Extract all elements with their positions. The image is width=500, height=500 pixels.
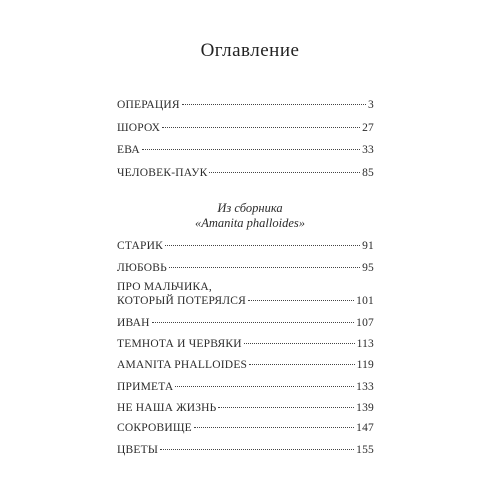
toc-entry xyxy=(117,358,374,372)
toc-entry xyxy=(117,337,374,351)
toc-entry-title: ОПЕРАЦИЯ xyxy=(117,99,180,111)
toc-entry-title: СОКРОВИЩЕ xyxy=(117,422,192,434)
dot-leader xyxy=(175,386,354,387)
toc-entry xyxy=(117,421,374,435)
section-heading-line1: Из сборника xyxy=(217,201,283,215)
toc-entry xyxy=(117,380,374,394)
toc-entry-page: 147 xyxy=(356,422,374,434)
dot-leader xyxy=(248,300,354,301)
toc-entry-title: ЛЮБОВЬ xyxy=(117,262,167,274)
toc-entry-page: 119 xyxy=(356,359,374,371)
section-heading-line2: «Amanita phalloides» xyxy=(194,216,306,230)
toc-entry-title: ЕВА xyxy=(117,144,140,156)
toc-page xyxy=(100,0,400,500)
toc-entry xyxy=(117,143,374,157)
toc-entry-page: 3 xyxy=(368,99,374,111)
dot-leader xyxy=(218,407,354,408)
dot-leader xyxy=(160,449,354,450)
toc-entry-title: НЕ НАША ЖИЗНЬ xyxy=(117,402,217,414)
toc-entry xyxy=(117,98,374,112)
dot-leader xyxy=(169,267,360,268)
toc-entry xyxy=(117,401,374,415)
toc-entry-title: ЦВЕТЫ xyxy=(117,444,159,456)
toc-entry xyxy=(117,166,374,180)
dot-leader xyxy=(182,104,366,105)
toc-entry-page: 91 xyxy=(362,240,374,252)
toc-entry-page: 33 xyxy=(362,144,374,156)
toc-entry xyxy=(117,239,374,253)
dot-leader xyxy=(142,149,360,150)
toc-entry xyxy=(117,261,374,275)
toc-entry-page: 107 xyxy=(356,317,374,329)
toc-entry-title: ЧЕЛОВЕК-ПАУК xyxy=(117,167,208,179)
toc-entry-title: ШОРОХ xyxy=(117,122,161,134)
dot-leader xyxy=(209,172,360,173)
toc-entry xyxy=(117,316,374,330)
toc-entry-title: ИВАН xyxy=(117,317,150,329)
toc-entry-page: 133 xyxy=(356,381,374,393)
dot-leader xyxy=(194,427,354,428)
toc-entry xyxy=(117,121,374,135)
toc-entry-page: 85 xyxy=(362,167,374,179)
dot-leader xyxy=(162,127,360,128)
dot-leader xyxy=(244,343,355,344)
toc-entry-title-line1: ПРО МАЛЬЧИКА, xyxy=(117,281,212,293)
dot-leader xyxy=(249,364,354,365)
toc-entry-page: 155 xyxy=(356,444,374,456)
toc-entry-page: 139 xyxy=(356,402,374,414)
toc-entry-page: 101 xyxy=(356,295,374,307)
toc-entry-page: 27 xyxy=(362,122,374,134)
dot-leader xyxy=(152,322,354,323)
toc-entry-title: ТЕМНОТА И ЧЕРВЯКИ xyxy=(117,338,242,350)
toc-entry xyxy=(117,443,374,457)
toc-entry-page: 113 xyxy=(356,338,374,350)
toc-entry-page: 95 xyxy=(362,262,374,274)
dot-leader xyxy=(165,245,360,246)
toc-entry xyxy=(117,294,374,308)
toc-entry-title: КОТОРЫЙ ПОТЕРЯЛСЯ xyxy=(117,295,247,307)
toc-entry-title: СТАРИК xyxy=(117,240,163,252)
page-title: Оглавление xyxy=(200,40,300,61)
toc-entry-title: ПРИМЕТА xyxy=(117,381,174,393)
toc-entry-title: AMANITA PHALLOIDES xyxy=(117,359,248,371)
